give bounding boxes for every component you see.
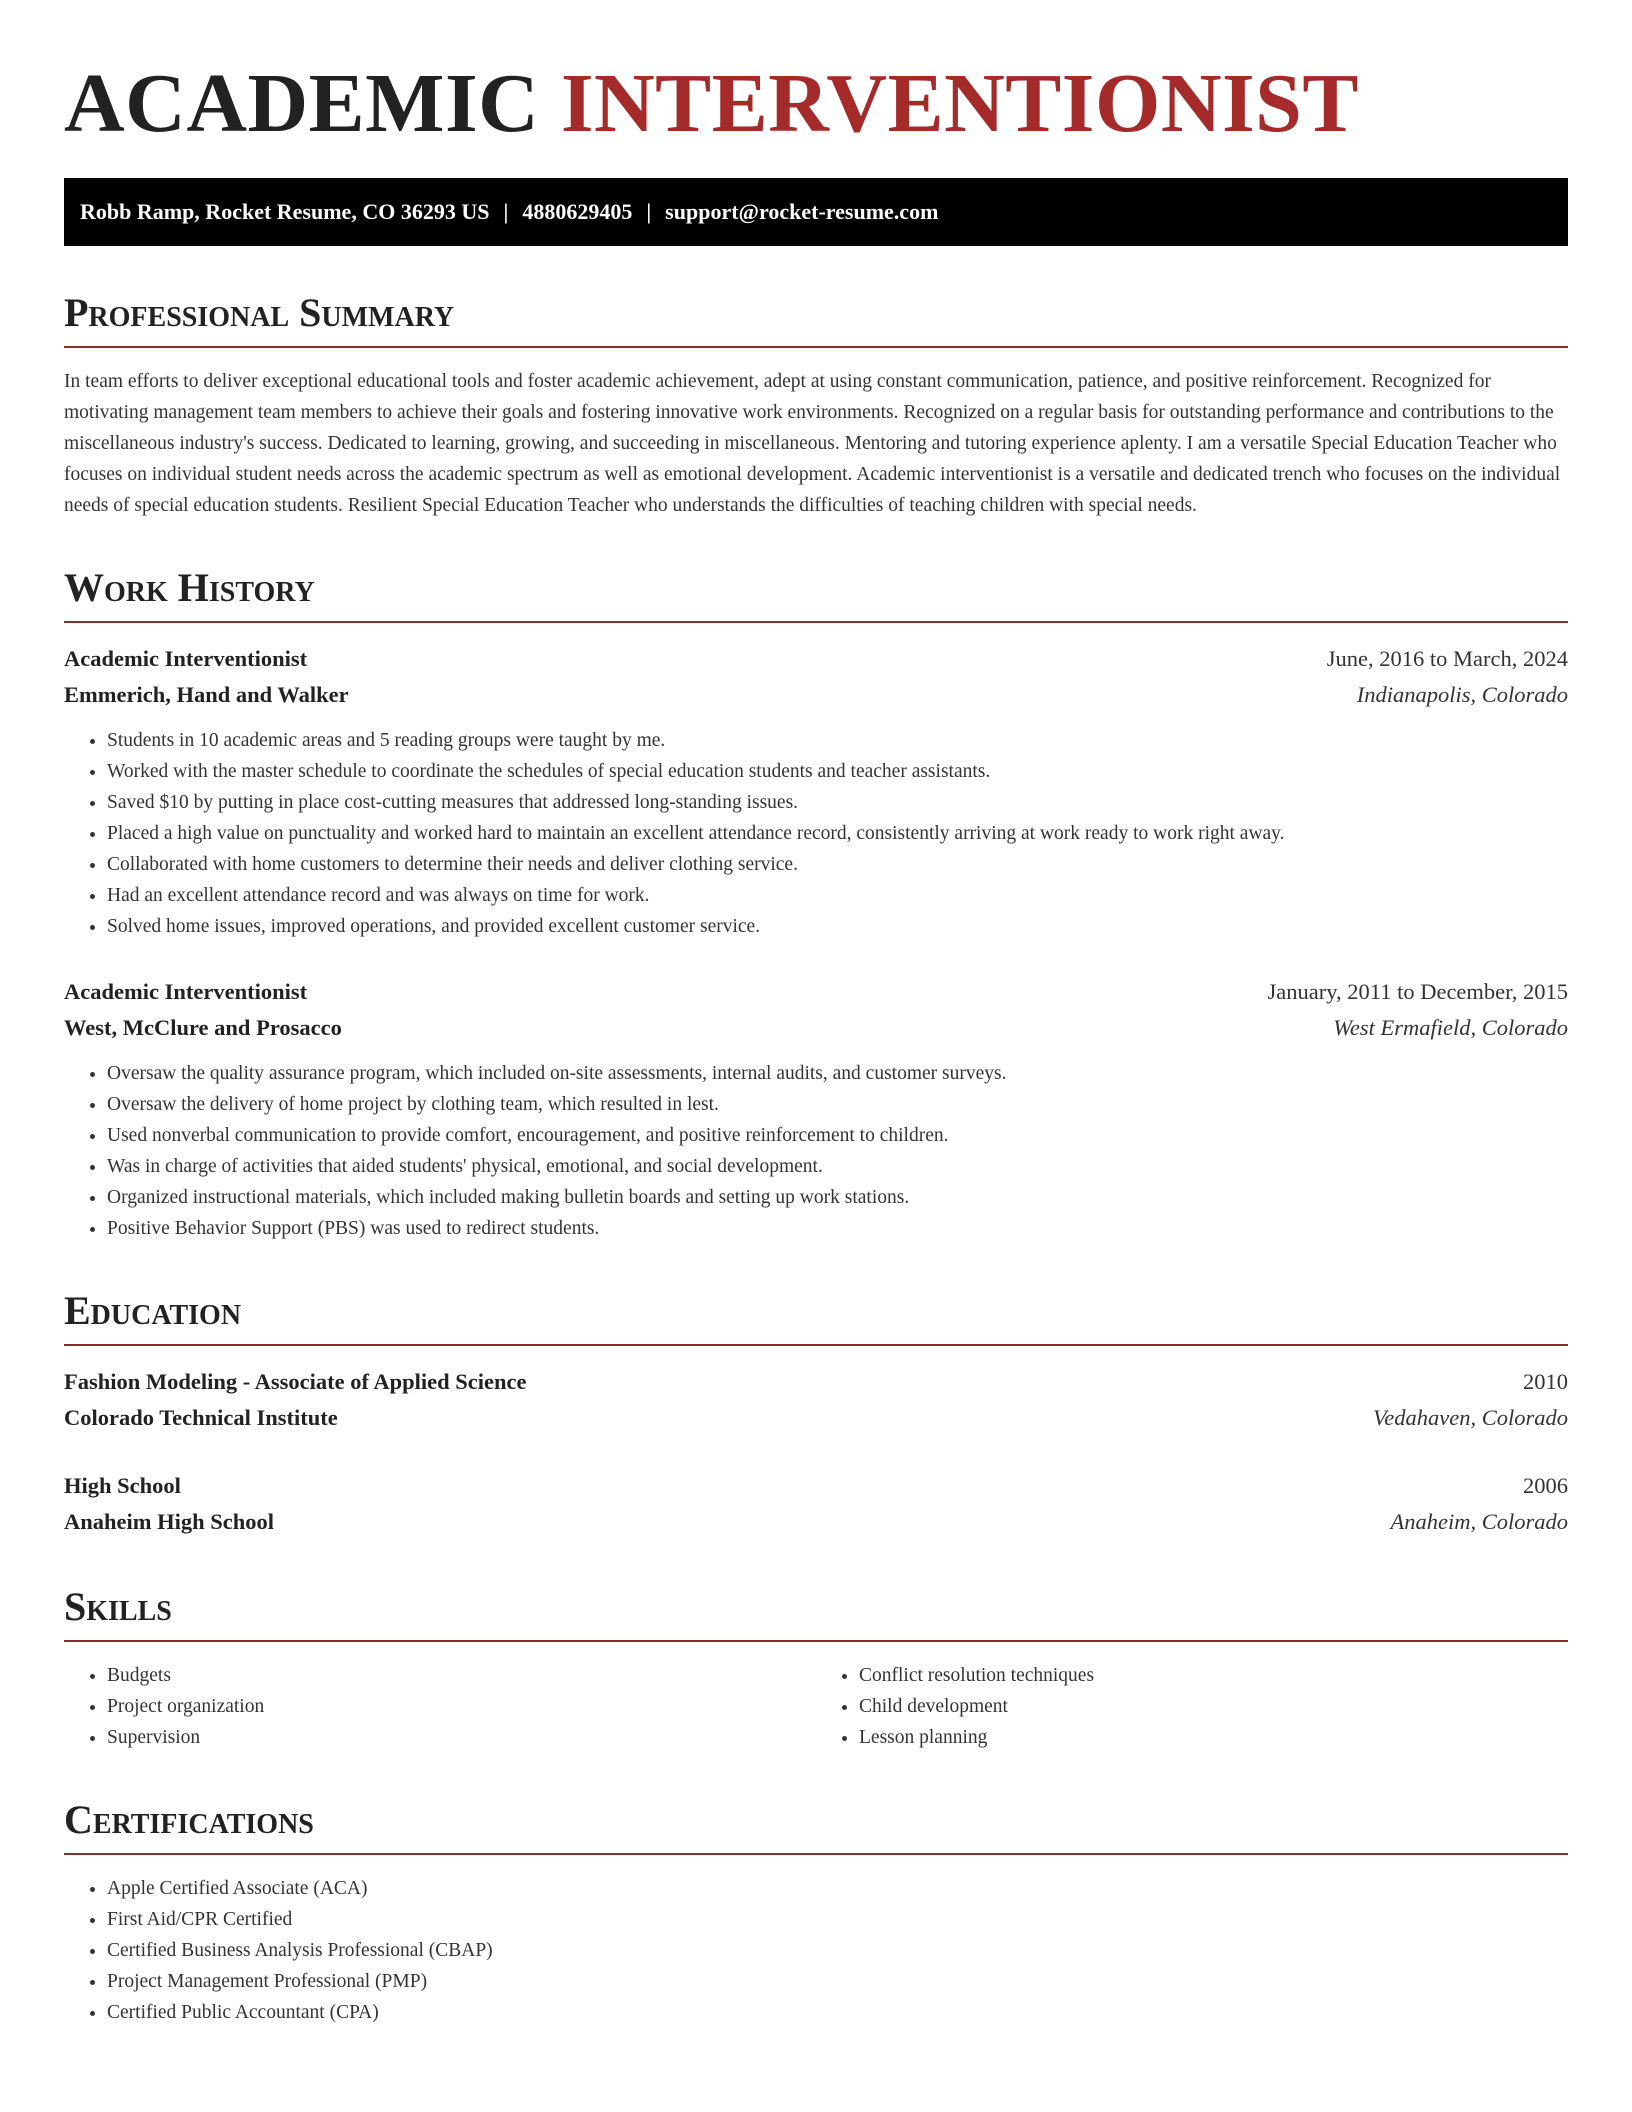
skills-list	[64, 1660, 1568, 1753]
education-degree-row	[64, 1468, 1568, 1504]
summary-heading: Professional Summary	[64, 290, 1568, 348]
skill-item: • Conflict resolution techniques	[859, 1660, 1568, 1691]
job-bullet: • Placed a high value on punctuality and worked hard to maintain an excellent attendance record, consistently arriving at work ready to work right away.	[107, 818, 1568, 849]
education-degree-row	[64, 1364, 1568, 1400]
work-history-heading: Work History	[64, 565, 1568, 623]
job-bullet: • Saved $10 by putting in place cost-cutting measures that addressed long-standing issues.	[107, 787, 1568, 818]
education-school-row	[64, 1400, 1568, 1436]
skill-item: • Lesson planning	[859, 1722, 1568, 1753]
job-bullet: • Oversaw the delivery of home project by clothing team, which resulted in lest.	[107, 1089, 1568, 1120]
education-location: Anaheim, Colorado	[1390, 1509, 1568, 1534]
contact-separator: |	[646, 199, 652, 224]
certification-item: • Certified Public Accountant (CPA)	[107, 1997, 1568, 2028]
job-entry	[64, 641, 1568, 942]
job-dates: January, 2011 to December, 2015	[1267, 979, 1568, 1004]
education-degree: High School	[64, 1473, 181, 1498]
contact-address: Robb Ramp, Rocket Resume, CO 36293 US	[80, 199, 490, 224]
skill-item: • Project organization	[107, 1691, 816, 1722]
job-bullet: • Collaborated with home customers to determine their needs and deliver clothing service.	[107, 849, 1568, 880]
contact-bar	[64, 178, 1568, 246]
job-bullet: • Was in charge of activities that aided students' physical, emotional, and social development.	[107, 1151, 1568, 1182]
job-title: Academic Interventionist	[64, 979, 308, 1004]
job-company-row	[64, 677, 1568, 713]
title-part-2: INTERVENTIONIST	[560, 57, 1359, 150]
skills-column-right	[816, 1660, 1568, 1753]
job-entry	[64, 974, 1568, 1244]
education-year: 2006	[1523, 1473, 1568, 1498]
job-company: West, McClure and Prosacco	[64, 1015, 342, 1040]
contact-phone[interactable]: 4880629405	[522, 199, 633, 224]
job-bullet: • Had an excellent attendance record and was always on time for work.	[107, 880, 1568, 911]
job-bullet: • Used nonverbal communication to provide comfort, encouragement, and positive reinforcement to children.	[107, 1120, 1568, 1151]
education-entry	[64, 1364, 1568, 1436]
job-company-row	[64, 1010, 1568, 1046]
job-location: West Ermafield, Colorado	[1333, 1015, 1568, 1040]
education-heading: Education	[64, 1288, 1568, 1346]
certification-item: • Apple Certified Associate (ACA)	[107, 1873, 1568, 1904]
resume-title	[64, 58, 1568, 150]
certification-item: • First Aid/CPR Certified	[107, 1904, 1568, 1935]
education-location: Vedahaven, Colorado	[1373, 1405, 1568, 1430]
certifications-list	[64, 1873, 1568, 2028]
job-bullet: • Organized instructional materials, which included making bulletin boards and setting up work stations.	[107, 1182, 1568, 1213]
certifications-heading: Certifications	[64, 1797, 1568, 1855]
certification-item: • Project Management Professional (PMP)	[107, 1966, 1568, 1997]
skills-heading: Skills	[64, 1584, 1568, 1642]
summary-text: In team efforts to deliver exceptional educational tools and foster academic achievement, adept at using constant communication, patience, and positive reinforcement. Recognized for motivating management team members to achieve their goals and fostering innovative work environments. Recognized on a regular basis for outstanding performance and contributions to the miscellaneous industry's success. Dedicated to learning, growing, and succeeding in miscellaneous. Mentoring and tutoring experience aplenty. I am a versatile Special Education Teacher who focuses on individual student needs across the academic spectrum as well as emotional development. Academic interventionist is a versatile and dedicated trench who focuses on the individual needs of special education students. Resilient Special Education Teacher who understands the difficulties of teaching children with special needs.	[64, 371, 1561, 516]
job-location: Indianapolis, Colorado	[1356, 682, 1568, 707]
job-bullets	[64, 1058, 1568, 1244]
skills-column-left	[64, 1660, 816, 1753]
job-title: Academic Interventionist	[64, 646, 308, 671]
education-school: Anaheim High School	[64, 1509, 275, 1534]
job-bullets	[64, 725, 1568, 942]
job-bullet: • Positive Behavior Support (PBS) was used to redirect students.	[107, 1213, 1568, 1244]
job-dates: June, 2016 to March, 2024	[1326, 646, 1568, 671]
education-school-row	[64, 1504, 1568, 1540]
job-bullet: • Oversaw the quality assurance program, which included on-site assessments, internal audits, and customer surveys.	[107, 1058, 1568, 1089]
title-part-1: ACADEMIC	[64, 57, 540, 150]
job-bullet: • Worked with the master schedule to coordinate the schedules of special education students and teacher assistants.	[107, 756, 1568, 787]
job-bullet: • Students in 10 academic areas and 5 reading groups were taught by me.	[107, 725, 1568, 756]
job-company: Emmerich, Hand and Walker	[64, 682, 349, 707]
education-entry	[64, 1468, 1568, 1540]
skill-item: • Child development	[859, 1691, 1568, 1722]
skill-item: • Budgets	[107, 1660, 816, 1691]
contact-email[interactable]: support@rocket-resume.com	[665, 199, 939, 224]
skill-item: • Supervision	[107, 1722, 816, 1753]
contact-separator: |	[503, 199, 509, 224]
education-year: 2010	[1523, 1369, 1568, 1394]
job-bullet: • Solved home issues, improved operations, and provided excellent customer service.	[107, 911, 1568, 942]
job-title-row	[64, 641, 1568, 677]
education-degree: Fashion Modeling - Associate of Applied Science	[64, 1369, 527, 1394]
education-school: Colorado Technical Institute	[64, 1405, 338, 1430]
certification-item: • Certified Business Analysis Professional (CBAP)	[107, 1935, 1568, 1966]
job-title-row	[64, 974, 1568, 1010]
